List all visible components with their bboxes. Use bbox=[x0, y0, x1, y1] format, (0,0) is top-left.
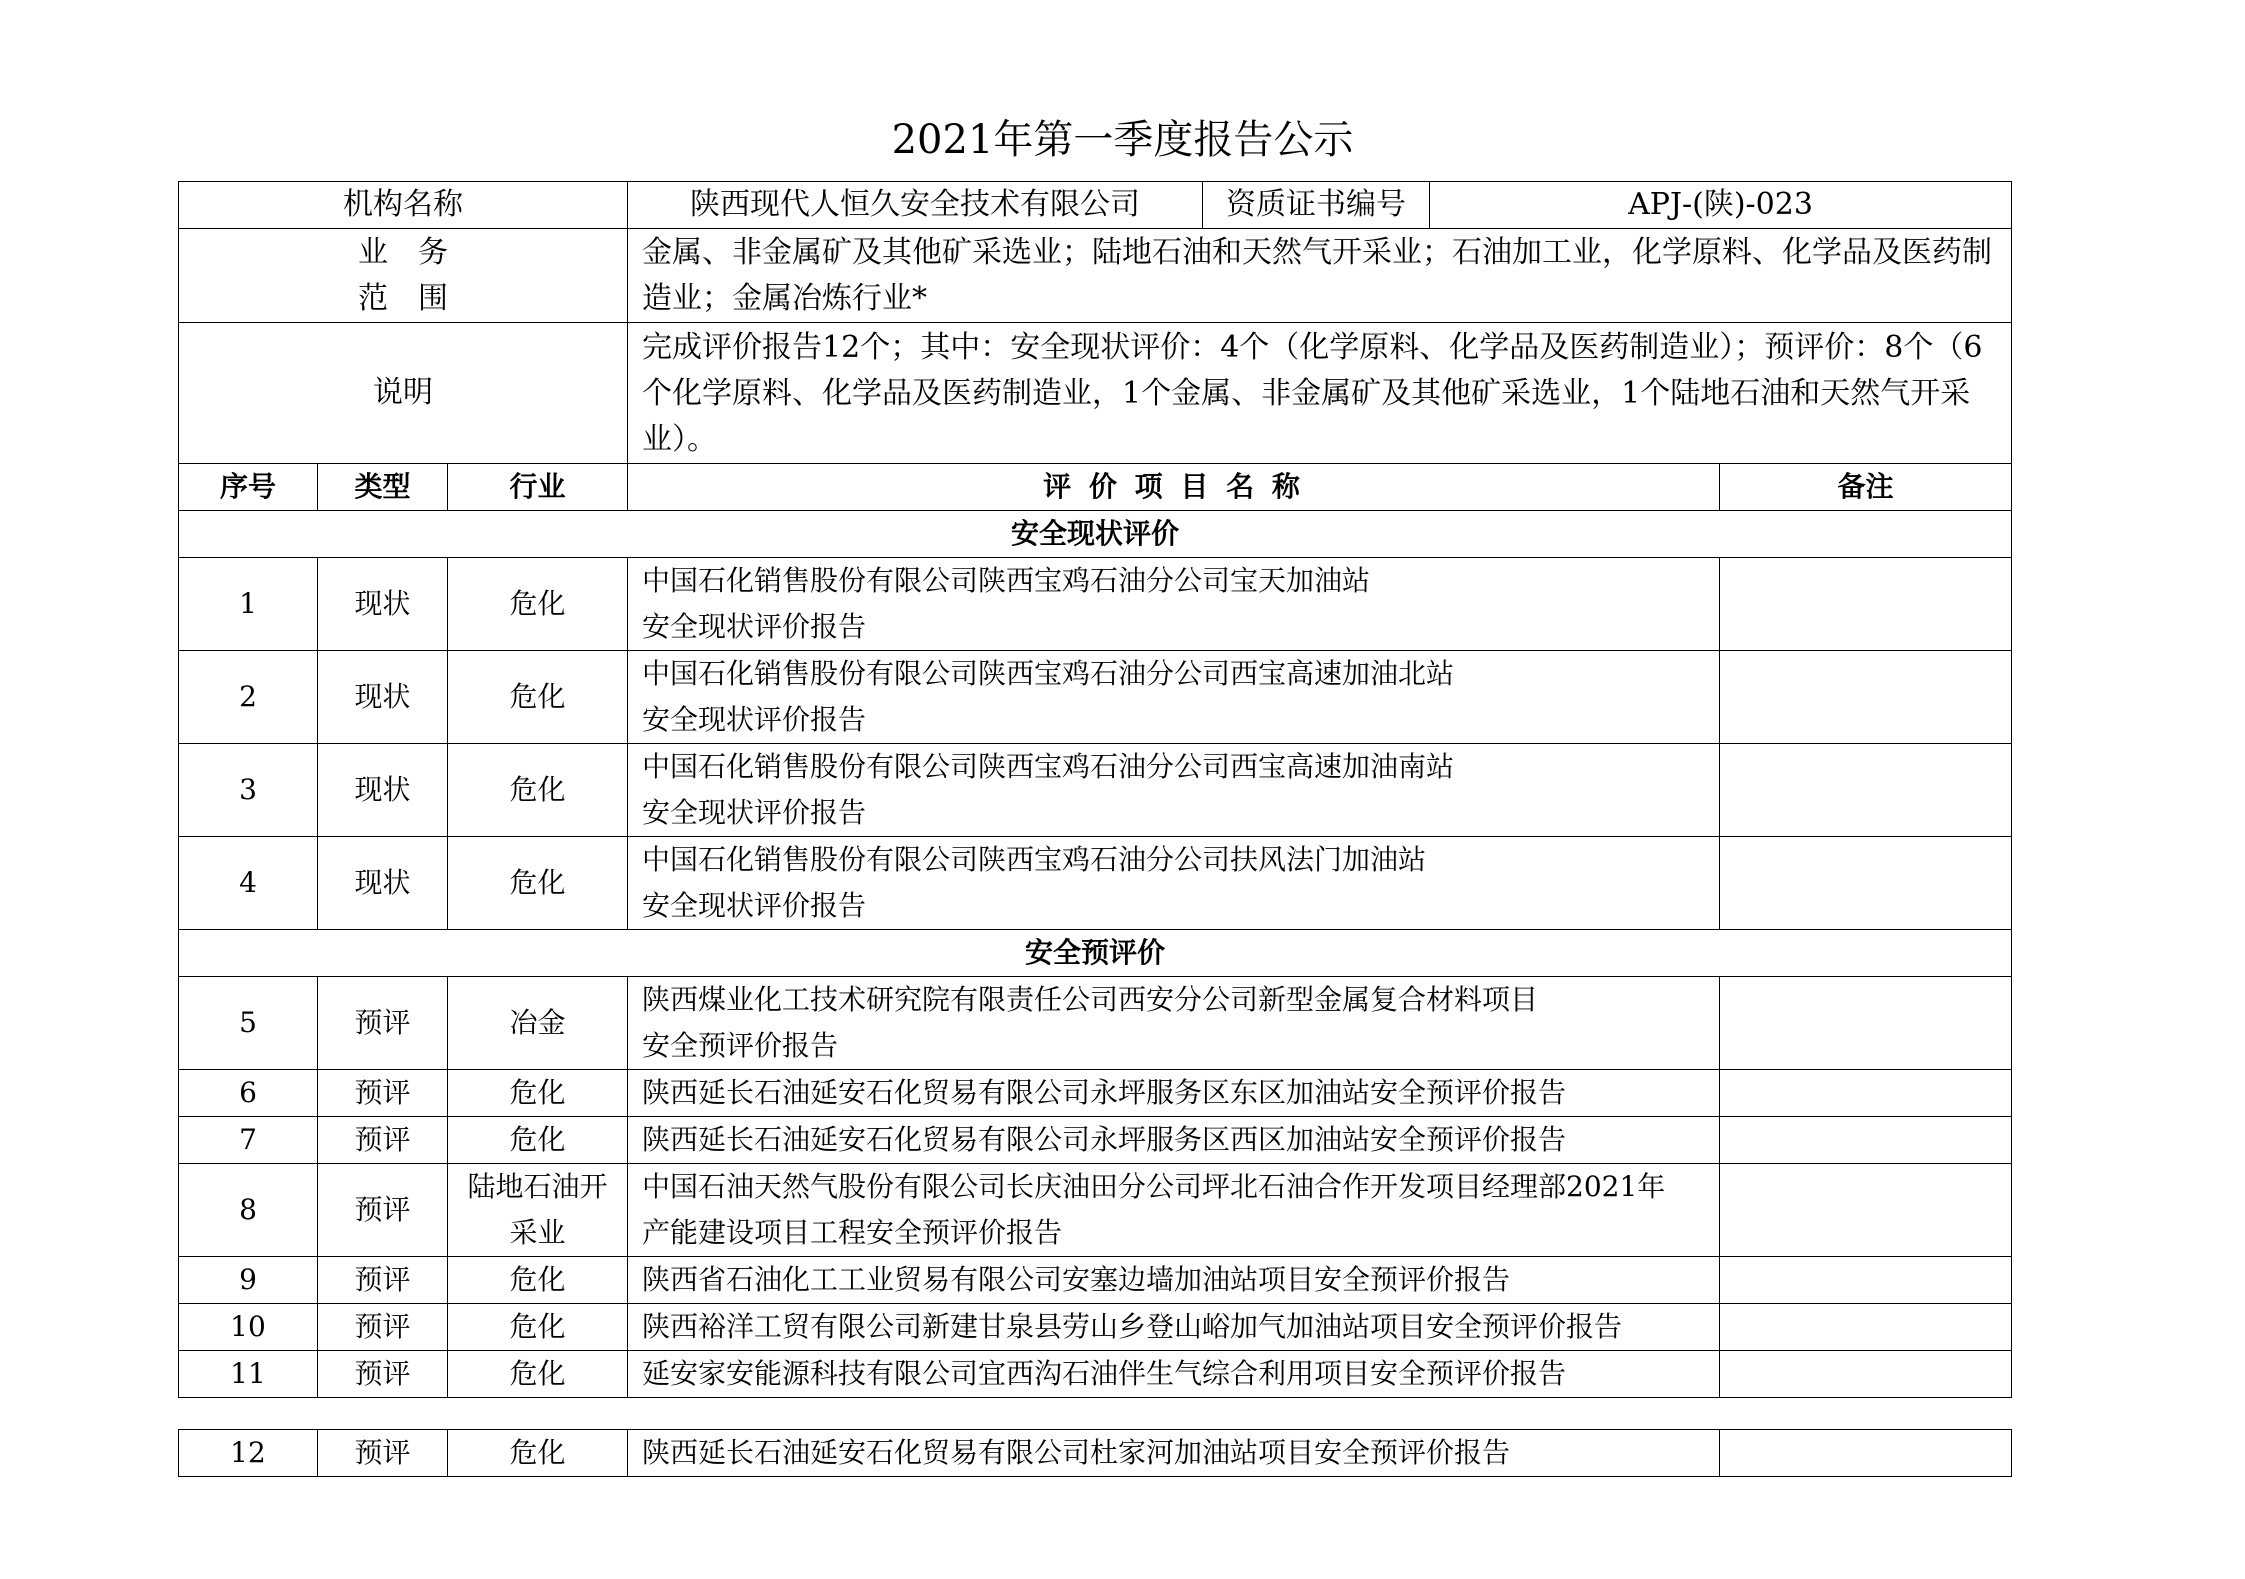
row-no: 11 bbox=[179, 1351, 318, 1398]
row-project-line2: 安全现状评价报告 bbox=[642, 610, 867, 643]
row-remark bbox=[1720, 558, 2012, 651]
row-type: 预评 bbox=[318, 1430, 448, 1477]
row-remark bbox=[1720, 837, 2012, 930]
table-row bbox=[179, 1257, 2012, 1304]
row-project-line1: 中国石化销售股份有限公司陕西宝鸡石油分公司西宝高速加油南站 bbox=[642, 750, 1455, 783]
row-no: 2 bbox=[179, 651, 318, 744]
table-row bbox=[179, 1351, 2012, 1398]
org-name: 陕西现代人恒久安全技术有限公司 bbox=[628, 182, 1203, 229]
row-project: 延安家安能源科技有限公司宜西沟石油伴生气综合利用项目安全预评价报告 bbox=[628, 1351, 1720, 1398]
row-industry: 危化 bbox=[448, 1257, 628, 1304]
row-project-line1: 中国石化销售股份有限公司陕西宝鸡石油分公司扶风法门加油站 bbox=[642, 843, 1427, 876]
row-remark bbox=[1720, 651, 2012, 744]
row-project-line2: 安全现状评价报告 bbox=[642, 796, 867, 829]
table-row bbox=[179, 651, 2012, 744]
row-remark bbox=[1720, 1257, 2012, 1304]
row-industry: 危化 bbox=[448, 1070, 628, 1117]
row-type: 预评 bbox=[318, 1164, 448, 1257]
col-remark-header: 备注 bbox=[1720, 464, 2012, 511]
col-industry-header: 行业 bbox=[448, 464, 628, 511]
row-remark bbox=[1720, 1117, 2012, 1164]
row-industry-line2: 采业 bbox=[509, 1216, 566, 1249]
report-table bbox=[178, 181, 2012, 1398]
org-label: 机构名称 bbox=[179, 182, 628, 229]
row-no: 9 bbox=[179, 1257, 318, 1304]
continued-table bbox=[178, 1429, 2012, 1477]
section-heading: 安全预评价 bbox=[179, 930, 2012, 977]
row-project: 陕西延长石油延安石化贸易有限公司杜家河加油站项目安全预评价报告 bbox=[628, 1430, 1720, 1477]
section-heading-row bbox=[179, 930, 2012, 977]
section-heading-row bbox=[179, 511, 2012, 558]
row-industry: 危化 bbox=[448, 651, 628, 744]
row-project bbox=[628, 558, 1720, 651]
table-row bbox=[179, 1070, 2012, 1117]
row-remark bbox=[1720, 1430, 2012, 1477]
column-header-row bbox=[179, 464, 2012, 511]
row-no: 5 bbox=[179, 977, 318, 1070]
scope-text: 金属、非金属矿及其他矿采选业；陆地石油和天然气开采业；石油加工业，化学原料、化学品及医药制造业；金属冶炼行业* bbox=[628, 229, 2012, 323]
scope-row bbox=[179, 229, 2012, 323]
row-no: 12 bbox=[179, 1430, 318, 1477]
row-project: 陕西延长石油延安石化贸易有限公司永坪服务区西区加油站安全预评价报告 bbox=[628, 1117, 1720, 1164]
row-project bbox=[628, 837, 1720, 930]
row-no: 3 bbox=[179, 744, 318, 837]
row-industry: 危化 bbox=[448, 837, 628, 930]
table-row bbox=[179, 1430, 2012, 1477]
table-row bbox=[179, 1304, 2012, 1351]
section-heading: 安全现状评价 bbox=[179, 511, 2012, 558]
table-row bbox=[179, 1117, 2012, 1164]
row-industry: 冶金 bbox=[448, 977, 628, 1070]
row-project-line2: 安全预评价报告 bbox=[642, 1029, 839, 1062]
row-no: 1 bbox=[179, 558, 318, 651]
table-row bbox=[179, 837, 2012, 930]
row-industry: 危化 bbox=[448, 744, 628, 837]
row-project bbox=[628, 1164, 1720, 1257]
row-industry: 危化 bbox=[448, 1304, 628, 1351]
table-row bbox=[179, 744, 2012, 837]
row-remark bbox=[1720, 977, 2012, 1070]
row-type: 现状 bbox=[318, 837, 448, 930]
row-project-line1: 中国石化销售股份有限公司陕西宝鸡石油分公司宝天加油站 bbox=[642, 564, 1371, 597]
row-remark bbox=[1720, 1070, 2012, 1117]
row-type: 现状 bbox=[318, 651, 448, 744]
cert-label: 资质证书编号 bbox=[1203, 182, 1430, 229]
row-industry bbox=[448, 1164, 628, 1257]
table-row bbox=[179, 1164, 2012, 1257]
row-industry-line1: 陆地石油开 bbox=[467, 1170, 608, 1203]
col-type-header: 类型 bbox=[318, 464, 448, 511]
row-no: 10 bbox=[179, 1304, 318, 1351]
org-row bbox=[179, 182, 2012, 229]
row-project-line2: 产能建设项目工程安全预评价报告 bbox=[642, 1216, 1063, 1249]
row-no: 8 bbox=[179, 1164, 318, 1257]
row-no: 4 bbox=[179, 837, 318, 930]
row-project: 陕西延长石油延安石化贸易有限公司永坪服务区东区加油站安全预评价报告 bbox=[628, 1070, 1720, 1117]
row-no: 6 bbox=[179, 1070, 318, 1117]
row-type: 预评 bbox=[318, 1351, 448, 1398]
row-type: 预评 bbox=[318, 1257, 448, 1304]
scope-label-line1: 业 务 bbox=[358, 234, 448, 270]
row-type: 预评 bbox=[318, 1304, 448, 1351]
row-remark bbox=[1720, 744, 2012, 837]
row-project bbox=[628, 744, 1720, 837]
row-industry: 危化 bbox=[448, 1351, 628, 1398]
row-type: 现状 bbox=[318, 744, 448, 837]
note-row bbox=[179, 323, 2012, 464]
page-title: 2021年第一季度报告公示 bbox=[891, 117, 1354, 163]
row-project-line2: 安全现状评价报告 bbox=[642, 889, 867, 922]
row-type: 预评 bbox=[318, 977, 448, 1070]
row-type: 预评 bbox=[318, 1117, 448, 1164]
row-project-line1: 中国石油天然气股份有限公司长庆油田分公司坪北石油合作开发项目经理部2021年 bbox=[642, 1170, 1666, 1203]
scope-label-line2: 范 围 bbox=[358, 280, 448, 316]
row-remark bbox=[1720, 1304, 2012, 1351]
row-project bbox=[628, 977, 1720, 1070]
row-industry: 危化 bbox=[448, 1117, 628, 1164]
row-project-line1: 中国石化销售股份有限公司陕西宝鸡石油分公司西宝高速加油北站 bbox=[642, 657, 1455, 690]
row-project: 陕西裕洋工贸有限公司新建甘泉县劳山乡登山峪加气加油站项目安全预评价报告 bbox=[628, 1304, 1720, 1351]
table-row bbox=[179, 977, 2012, 1070]
cert-number: APJ-(陕)-023 bbox=[1430, 182, 2012, 229]
col-project-header: 评 价 项 目 名 称 bbox=[628, 464, 1720, 511]
row-no: 7 bbox=[179, 1117, 318, 1164]
row-project: 陕西省石油化工工业贸易有限公司安塞边墙加油站项目安全预评价报告 bbox=[628, 1257, 1720, 1304]
row-project-line2: 安全现状评价报告 bbox=[642, 703, 867, 736]
row-industry: 危化 bbox=[448, 1430, 628, 1477]
note-text: 完成评价报告12个；其中：安全现状评价：4个（化学原料、化学品及医药制造业）；预评价：8个（6个化学原料、化学品及医药制造业，1个金属、非金属矿及其他矿采选业，1个陆地石油和天然气开采业）。 bbox=[628, 323, 2012, 464]
scope-label bbox=[179, 229, 628, 323]
row-remark bbox=[1720, 1164, 2012, 1257]
row-industry: 危化 bbox=[448, 558, 628, 651]
row-project-line1: 陕西煤业化工技术研究院有限责任公司西安分公司新型金属复合材料项目 bbox=[642, 983, 1539, 1016]
row-project bbox=[628, 651, 1720, 744]
row-remark bbox=[1720, 1351, 2012, 1398]
table-row bbox=[179, 558, 2012, 651]
row-type: 预评 bbox=[318, 1070, 448, 1117]
row-type: 现状 bbox=[318, 558, 448, 651]
note-label: 说明 bbox=[179, 323, 628, 464]
col-no-header: 序号 bbox=[179, 464, 318, 511]
